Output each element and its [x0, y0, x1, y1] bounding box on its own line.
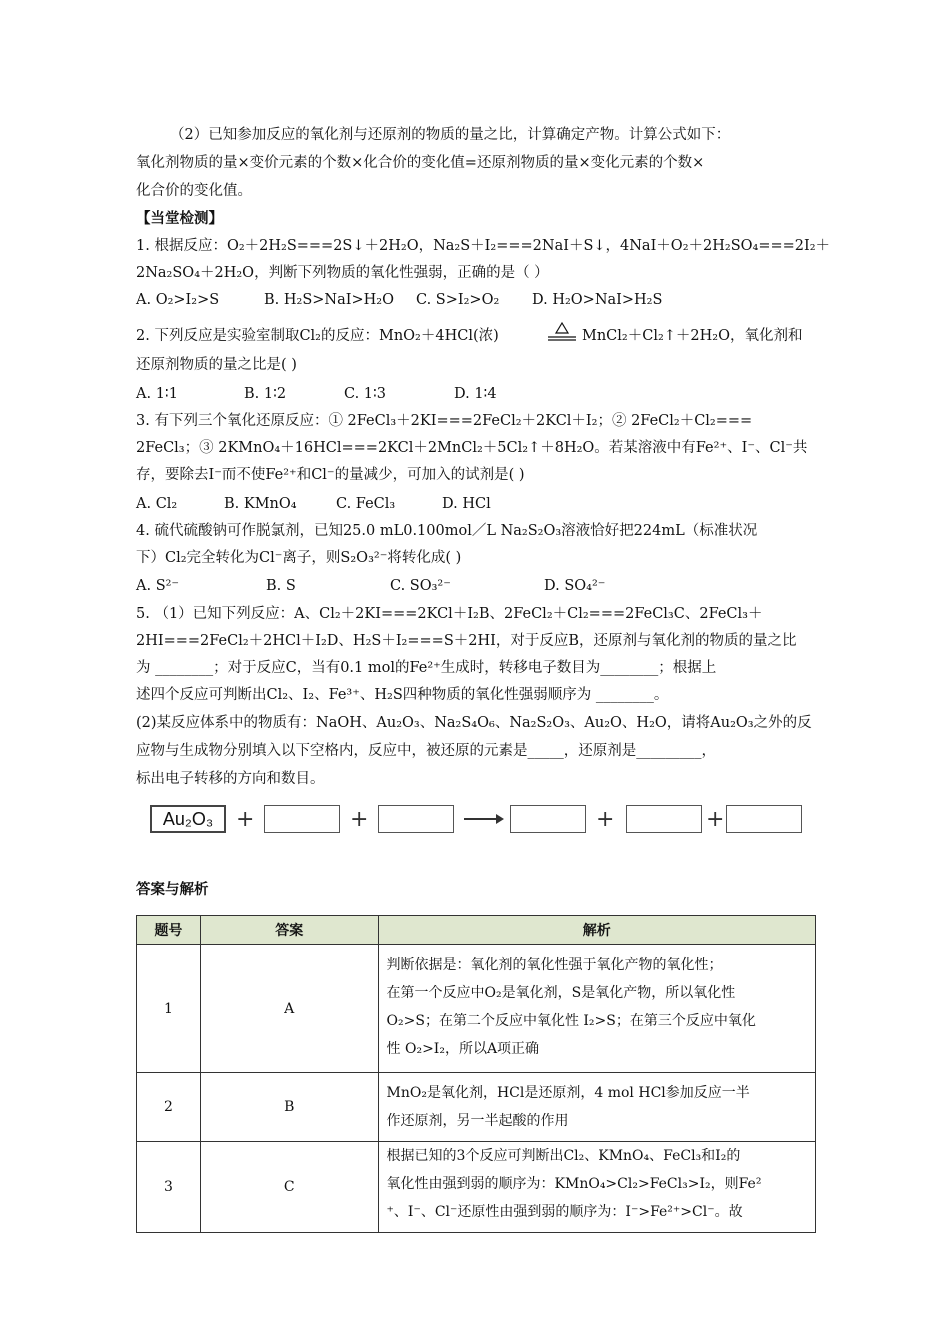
intro-line-3: 化合价的变化值。	[136, 183, 252, 199]
q3-line-1: 3. 有下列三个氧化还原反应：① 2FeCl₃＋2KI===2FeCl₂＋2KCl＋I₂；② 2FeCl₂＋Cl₂===	[136, 413, 753, 429]
q1-option-c: C. S>I₂>O₂	[416, 292, 500, 308]
q5-line-2: 2HI===2FeCl₂＋2HCl＋I₂D、H₂S＋I₂===S＋2HI，对于反应B，还原剂与氧化剂的物质的量之比	[136, 633, 797, 649]
section-title: 【当堂检测】	[136, 210, 223, 227]
row-no: 3	[137, 1142, 201, 1233]
q3-option-c: C. FeCl₃	[336, 496, 396, 512]
row-explanation: 判断依据是：氧化剂的氧化性强于氧化产物的氧化性； 在第一个反应中O₂是氧化剂，S是氧化产物，所以氧化性 O₂>S；在第二个反应中氧化性 I₂>S；在第三个反应中氧化 性 O₂>I₂，所以A项正确	[378, 945, 815, 1073]
row-explanation: 根据已知的3个反应可判断出Cl₂、KMnO₄、FeCl₃和I₂的 氧化性由强到弱的顺序为：KMnO₄>Cl₂>FeCl₃>I₂，则Fe² ⁺、I⁻、Cl⁻还原性由强到弱的顺序为：I⁻>Fe²⁺>Cl⁻。故	[378, 1142, 815, 1233]
q1-option-b: B. H₂S>NaI>H₂O	[264, 292, 394, 308]
q1-line-1: 1. 根据反应：O₂＋2H₂S===2S↓＋2H₂O，Na₂S＋I₂===2NaI＋S↓，4NaI＋O₂＋2H₂SO₄===2I₂＋	[136, 238, 831, 254]
q5-line-3: 为 ________；对于反应C，当有0.1 mol的Fe²⁺生成时，转移电子数目为________；根据上	[136, 660, 717, 676]
q3-option-a: A. Cl₂	[136, 496, 178, 512]
table-header-row	[137, 916, 816, 945]
q5-line-1: 5. （1）已知下列反应：A、Cl₂＋2KI===2KCl＋I₂B、2FeCl₂＋Cl₂===2FeCl₃C、2FeCl₃＋	[136, 606, 763, 622]
row-no: 1	[137, 945, 201, 1073]
q5-line-4: 述四个反应可判断出Cl₂、I₂、Fe³⁺、H₂S四种物质的氧化性强弱顺序为 ________。	[136, 687, 669, 703]
blank-box-1[interactable]	[264, 805, 340, 833]
table-row	[137, 1142, 816, 1233]
q2-line-2: 还原剂物质的量之比是( )	[136, 357, 297, 373]
blank-box-3[interactable]	[510, 805, 586, 833]
q4-option-a: A. S²⁻	[136, 578, 180, 594]
heat-symbol-icon	[546, 320, 578, 348]
row-answer: B	[200, 1073, 378, 1142]
q2-line-1b: MnCl₂＋Cl₂↑＋2H₂O，氧化剂和	[582, 328, 803, 344]
q3-option-d: D. HCl	[442, 496, 491, 512]
q1-option-a: A. O₂>I₂>S	[136, 292, 220, 308]
row-answer: A	[200, 945, 378, 1073]
header-answer: 答案	[200, 916, 378, 945]
plus-sign: +	[596, 807, 615, 832]
row-answer: C	[200, 1142, 378, 1233]
q2-option-c: C. 1∶3	[344, 386, 387, 402]
q2-option-b: B. 1∶2	[244, 386, 287, 402]
q4-option-d: D. SO₄²⁻	[544, 578, 606, 594]
plus-sign: +	[350, 807, 369, 832]
q3-line-2: 2FeCl₃；③ 2KMnO₄＋16HCl===2KCl＋2MnCl₂＋5Cl₂↑＋8H₂O。若某溶液中有Fe²⁺、I⁻、Cl⁻共	[136, 440, 808, 456]
q2-option-a: A. 1∶1	[136, 386, 178, 402]
q5-line-5: (2)某反应体系中的物质有：NaOH、Au₂O₃、Na₂S₄O₆、Na₂S₂O₃、Au₂O、H₂O，请将Au₂O₃之外的反	[136, 715, 812, 731]
row-no: 2	[137, 1073, 201, 1142]
equation-blanks	[150, 805, 820, 837]
au2o3-box: Au₂O₃	[150, 805, 226, 833]
intro-line-1: （2）已知参加反应的氧化剂与还原剂的物质的量之比，计算确定产物。计算公式如下：	[170, 127, 731, 143]
q4-option-b: B. S	[266, 578, 296, 594]
answers-title: 答案与解析	[136, 881, 209, 898]
reaction-arrow-icon	[464, 818, 502, 820]
intro-line-2: 氧化剂物质的量×变价元素的个数×化合价的变化值=还原剂物质的量×变化元素的个数×	[136, 155, 705, 171]
q1-option-d: D. H₂O>NaI>H₂S	[532, 292, 663, 308]
q2-option-d: D. 1∶4	[454, 386, 497, 402]
q3-option-b: B. KMnO₄	[224, 496, 297, 512]
row-explanation: MnO₂是氧化剂，HCl是还原剂，4 mol HCl参加反应一半 作还原剂，另一半起酸的作用	[378, 1073, 815, 1142]
q4-line-1: 4. 硫代硫酸钠可作脱氯剂，已知25.0 mL0.100mol／L Na₂S₂O₃溶液恰好把224mL（标准状况	[136, 523, 758, 539]
table-row	[137, 945, 816, 1073]
q3-line-3: 存，要除去I⁻而不使Fe²⁺和Cl⁻的量减少，可加入的试剂是( )	[136, 467, 525, 483]
header-no: 题号	[137, 916, 201, 945]
table-row	[137, 1073, 816, 1142]
answers-table	[136, 915, 816, 1233]
q4-line-2: 下）Cl₂完全转化为Cl⁻离子，则S₂O₃²⁻将转化成( )	[136, 550, 462, 566]
q5-line-6: 应物与生成物分别填入以下空格内，反应中，被还原的元素是_____，还原剂是_________，	[136, 743, 716, 759]
plus-sign: +	[236, 807, 255, 832]
q4-option-c: C. SO₃²⁻	[390, 578, 451, 594]
blank-box-2[interactable]	[378, 805, 454, 833]
q1-line-2: 2Na₂SO₄＋2H₂O，判断下列物质的氧化性强弱，正确的是（ ）	[136, 265, 549, 281]
q2-line-1a: 2. 下列反应是实验室制取Cl₂的反应：MnO₂＋4HCl(浓)	[136, 328, 499, 344]
plus-sign: +	[706, 807, 725, 832]
blank-box-5[interactable]	[726, 805, 802, 833]
blank-box-4[interactable]	[626, 805, 702, 833]
q5-line-7: 标出电子转移的方向和数目。	[136, 771, 325, 787]
header-explanation: 解析	[378, 916, 815, 945]
